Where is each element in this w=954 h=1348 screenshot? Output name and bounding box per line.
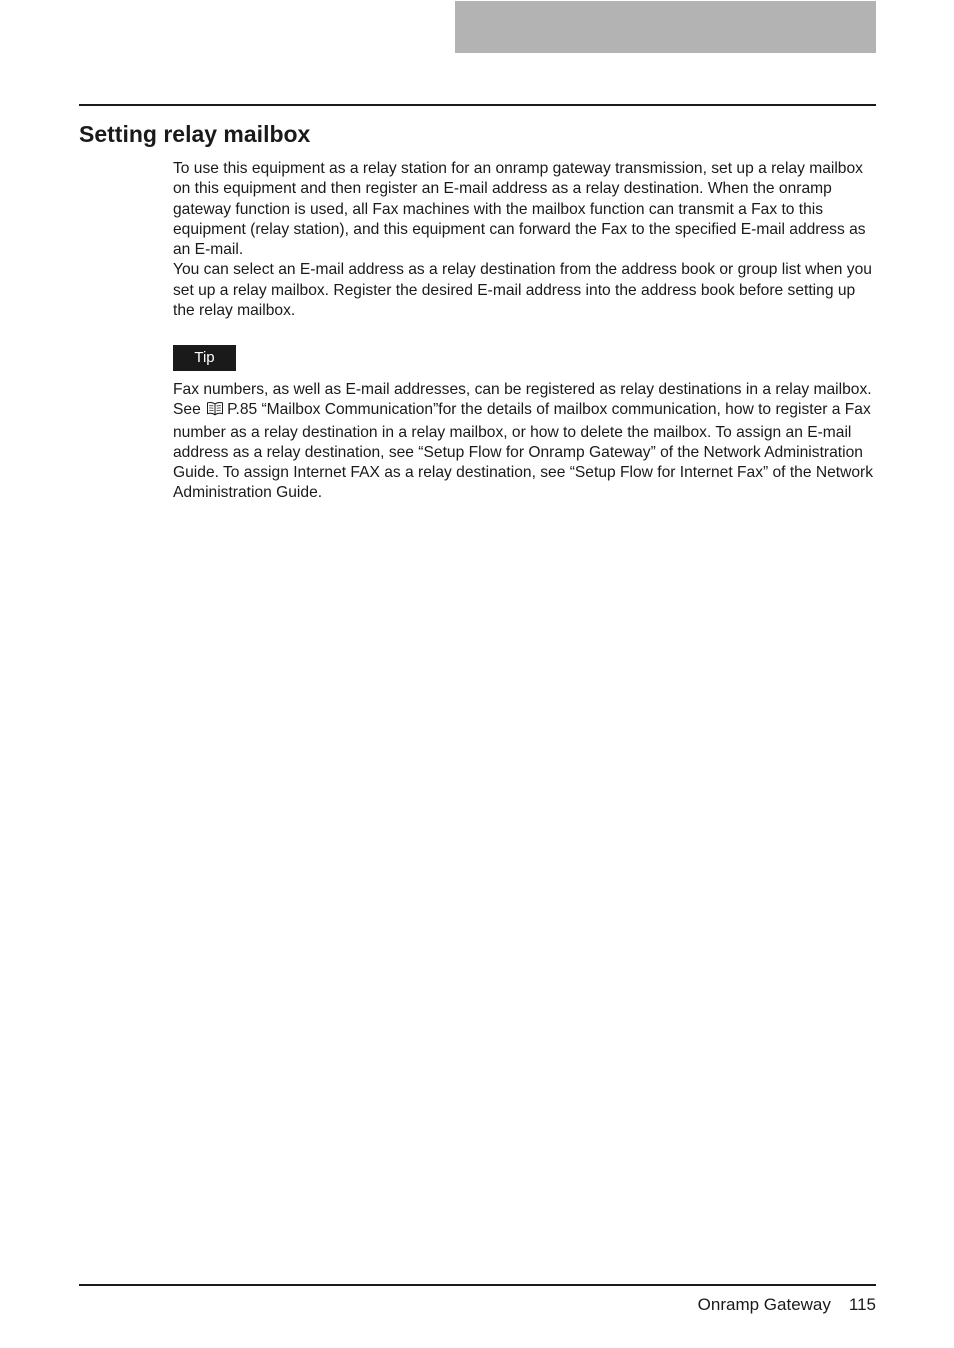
intro-paragraph-2: You can select an E-mail address as a relay destination from the address book or group list when you set up a relay mailbox. Register the desired E-mail address into the address book before setting up the relay mailbox. — [173, 261, 872, 320]
section-title: Setting relay mailbox — [79, 121, 311, 147]
intro-paragraph-1: To use this equipment as a relay station for an onramp gateway transmission, set up a relay mailbox on this equipment and then register an E-mail address as a relay destination. When the onramp gateway function is used, all Fax machines with the mailbox function can transmit a Fax to this equipment (relay station), and this equipment can forward the Fax to the specified E-mail address as an E-mail. — [173, 160, 866, 259]
see-prefix: See — [173, 401, 201, 419]
see-text: P.85 “Mailbox Communication”for the details of mailbox communication, how to register a Fax number as a relay destination in a relay mailbox, or how to delete the mailbox. To assign an E-mail address as a relay destination, see “Setup Flow for Onramp Gateway” of the Network Administration Guide. To assign Internet FAX as a relay destination, see “Setup Flow for Internet Fax” of the Network Administration Guide. — [173, 401, 874, 502]
header-tab-bar — [455, 1, 876, 53]
bottom-divider — [79, 1284, 876, 1286]
tip-paragraph-2 — [173, 400, 876, 503]
tip-paragraph-1: Fax numbers, as well as E-mail addresses, can be registered as relay destinations in a relay mailbox. — [173, 381, 872, 398]
tip-text — [173, 380, 876, 504]
footer-chapter: Onramp Gateway — [697, 1295, 831, 1314]
intro-text — [173, 159, 876, 321]
tip-label: Tip — [173, 345, 236, 371]
page-number: 115 — [848, 1295, 876, 1314]
book-icon — [206, 401, 224, 422]
top-divider — [79, 104, 876, 106]
page-footer — [698, 1294, 876, 1316]
